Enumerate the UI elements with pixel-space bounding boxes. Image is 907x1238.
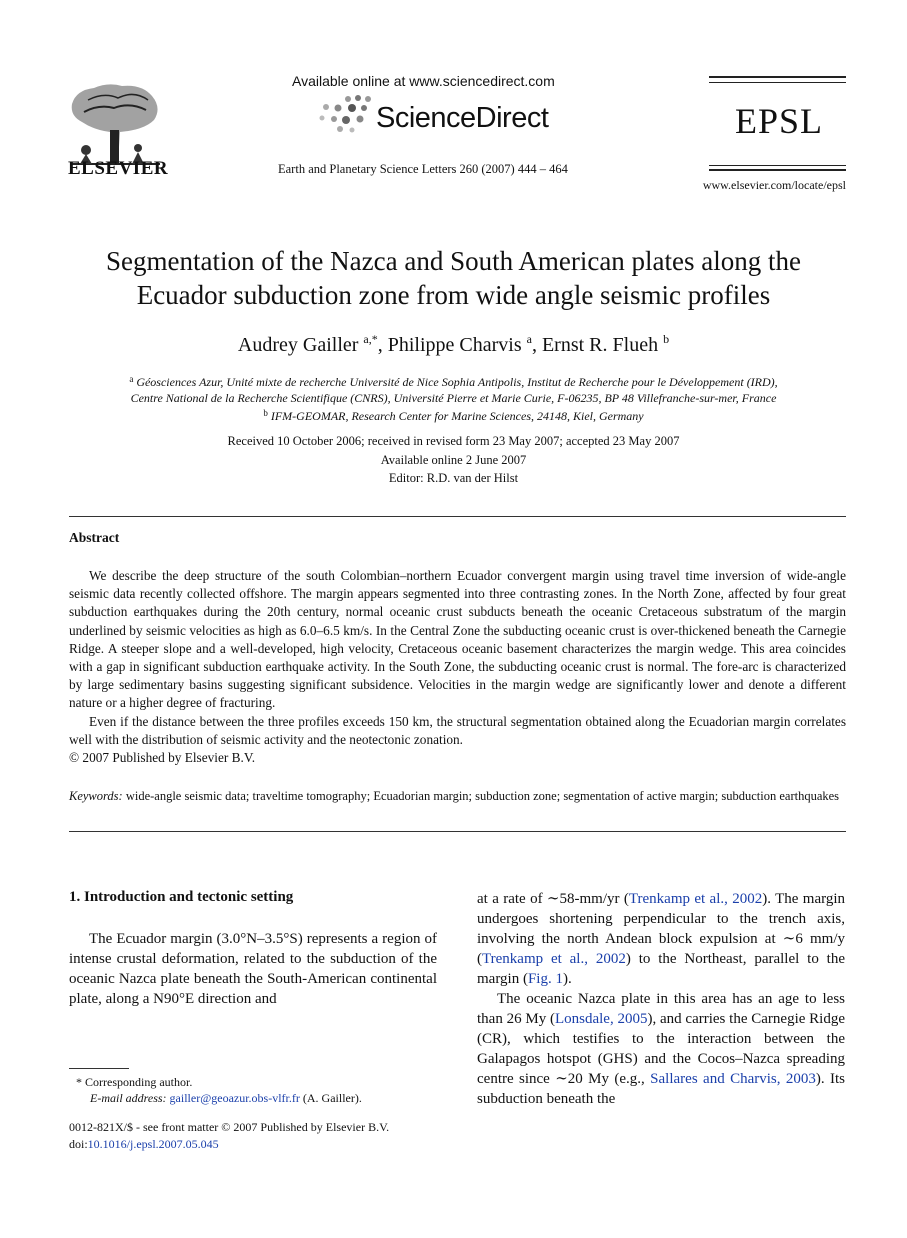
affiliation-a-cont: Centre National de la Recherche Scientifique (CNRS), Université Pierre et Marie Curie, F-06235, BP 48 Villefranche-sur-mer, France [130,391,777,405]
body-paragraph [477,889,845,989]
affiliation-a [60,374,847,390]
reference-link[interactable]: Sallares and Charvis, 2003 [650,1071,816,1087]
author-affil-mark[interactable]: a [526,332,532,346]
abstract-text: Even if the distance between the three profiles exceeds 150 km, the structural segmentation obtained along the Ecuadorian margin correlates well with the distribution of seismic activity and the neotectonic zonation. [69,714,846,748]
author-list: Audrey Gailler $^{a,*}$, Philippe Charvis $^a$, Ernst R. Flueh $^b$ [237,332,670,356]
journal-abbrev: EPSL [735,101,824,141]
available-online-text: Available online at www.sciencedirect.com [292,73,555,89]
author-name[interactable]: Ernst R. Flueh [541,334,659,356]
keywords-label: Keywords: [69,789,123,803]
affil-mark: b [263,408,268,418]
affiliation-b [60,408,847,424]
email-line [90,1091,362,1106]
doi-link[interactable]: 10.1016/j.epsl.2007.05.045 [87,1137,219,1151]
corresponding-author-note: * Corresponding author. [76,1075,193,1089]
reference-link[interactable]: Lonsdale, 2005 [554,1011,648,1027]
affiliation-text: Géosciences Azur, Unité mixte de recherche Université de Nice Sophia Antipolis, Institut de Recherche pour le Développement (IRD), [136,375,778,389]
abstract-text: We describe the deep structure of the south Colombian–northern Ecuador convergent margin using travel time inversion of wide-angle seismic data recently collected offshore. The margin appears segmented into three contrasting zones. In the North Zone, affected by four great subduction earthquakes during the 20th century, normal oceanic crust subducts beneath the oceanic Cretaceous substratum of the margin underlined by seismic velocities as high as 6.0–6.5 km/s. In the Central Zone the subducting oceanic crust is over-thickened beneath the Carnegie Ridge. A steeper slope and a well-developed, high velocity, Cretaceous oceanic basement characterizes the margin wedge. This area coincides with a gap in significant subduction earthquake activity. In the South Zone, the subducting oceanic crust is normal. The fore-arc is characterized by large sedimentary basins suggesting significant subsidence. Velocities in the margin wedge are significantly lower and denote a different nature or a higher degree of fracturing. [69,568,846,711]
body-text: at a rate of ∼58-mm/yr ( [477,891,629,907]
journal-url-link[interactable]: www.elsevier.com/locate/epsl [702,178,846,192]
body-column-right [477,889,845,1109]
abstract-paragraph [69,713,846,749]
section-heading: 1. Introduction and tectonic setting [69,889,294,905]
body-text: The oceanic Nazca plate in this area has an age to less than 26 My ( [477,991,845,1027]
article-title [60,244,847,312]
abstract-paragraph [69,567,846,713]
journal-citation: Earth and Planetary Science Letters 260 (2007) 444 – 464 [278,162,568,176]
title-line: Ecuador subduction zone from wide angle seismic profiles [136,280,771,310]
body-paragraph [477,989,845,1109]
keywords-text: wide-angle seismic data; traveltime tomography; Ecuadorian margin; subduction zone; segmentation of active margin; subduction earthquakes [125,789,840,803]
affiliation-text: IFM-GEOMAR, Research Center for Marine Sciences, 24148, Kiel, Germany [270,409,644,423]
epsl-rule [709,169,846,171]
abstract-heading: Abstract [69,530,120,545]
divider [69,516,846,517]
epsl-rule [709,76,846,78]
doi-label: doi: [69,1137,88,1151]
email-link[interactable]: gailler@geoazur.obs-vlfr.fr [169,1091,300,1105]
affil-mark: a [129,374,134,384]
body-text: ). [562,971,572,987]
reference-link[interactable]: Trenkamp et al., 2002 [628,891,763,907]
email-suffix: (A. Gailler). [299,1091,362,1105]
title-line: Segmentation of the Nazca and South American plates along the [105,246,802,276]
author-affil-mark[interactable]: b [663,332,670,346]
figure-link[interactable]: Fig. 1 [527,971,563,987]
doi-line [69,1137,219,1152]
body-text: ) to the Northeast, parallel to the margin ( [477,951,845,987]
author-affil-mark[interactable]: a,* [363,332,378,346]
available-online-date: Available online 2 June 2007 [380,453,527,467]
body-text: ), and carries the Carnegie Ridge (CR), which testifies to the interaction between the Galapagos hotspot (GHS) and the Cocos–Nazca spreading centre since ∼20 My (e.g., [477,1011,845,1087]
body-text: The Ecuador margin (3.0°N–3.5°S) represents a region of intense crustal deformation, related to the subduction of the oceanic Nazca plate beneath the South-American continental plate, along a N90°E direction and [69,931,437,1007]
body-text: ). The margin undergoes shortening perpendicular to the trench axis, involving the north Andean block expulsion at ∼6 mm/y ( [477,891,846,967]
body-column-left [69,929,437,1009]
footnote-rule [69,1068,129,1069]
divider [69,831,846,832]
abstract-copyright: © 2007 Published by Elsevier B.V. [69,750,256,765]
body-text: ). Its subduction beneath the [477,1071,846,1107]
editor: Editor: R.D. van der Hilst [388,471,519,485]
received-dates: Received 10 October 2006; received in revised form 23 May 2007; accepted 23 May 2007 [227,434,680,448]
email-label: E-mail address: [90,1091,167,1105]
epsl-rule [709,82,846,83]
reference-link[interactable]: Trenkamp et al., 2002 [482,951,626,967]
elsevier-wordmark: ELSEVIER [68,158,169,179]
author-name[interactable]: Philippe Charvis [387,334,522,356]
sciencedirect-dots-icon [318,94,376,134]
sciencedirect-logo-text: ScienceDirect [376,102,549,134]
keywords [69,787,846,805]
epsl-rule [709,165,846,166]
front-matter: 0012-821X/$ - see front matter © 2007 Published by Elsevier B.V. [69,1120,390,1134]
author-name[interactable]: Audrey Gailler [237,334,359,356]
